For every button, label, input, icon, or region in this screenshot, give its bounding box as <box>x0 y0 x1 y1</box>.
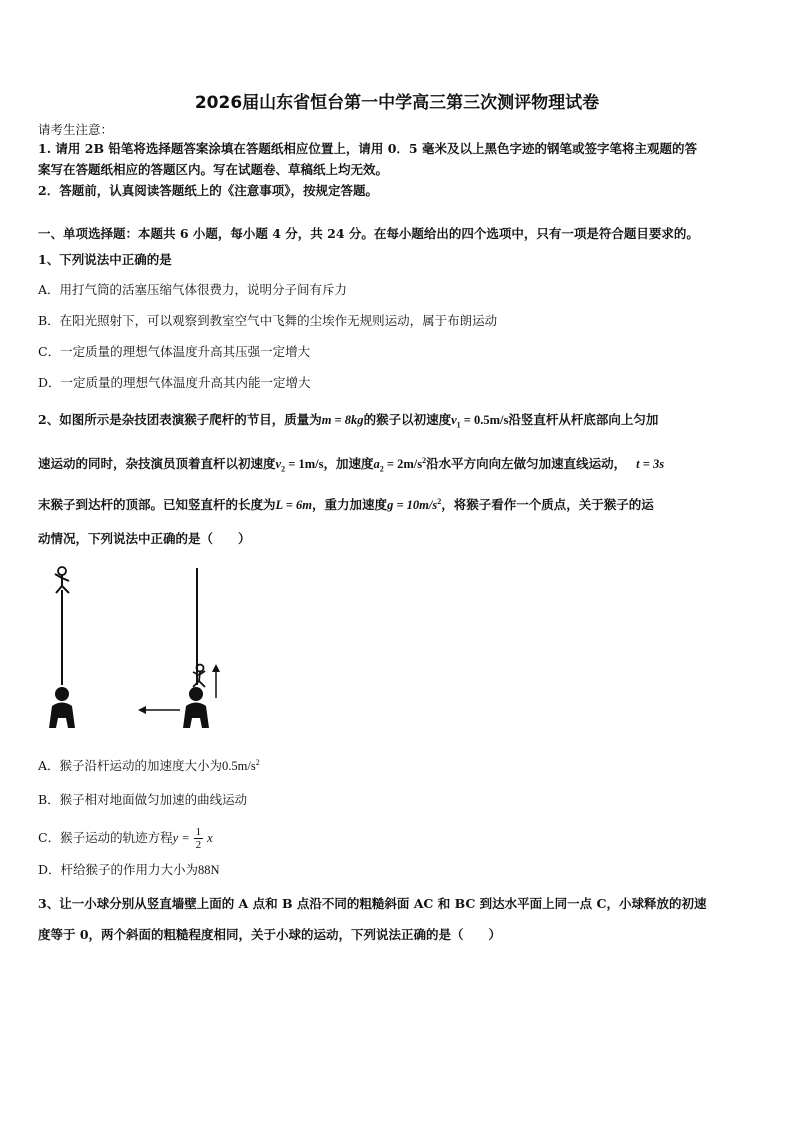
right-scene <box>138 568 220 728</box>
section-heading: 一、单项选择题：本题共 6 小题，每小题 4 分，共 24 分。在每小题给出的四个选项中，只有一项是符合题目要求的。 <box>38 226 699 241</box>
notice-item-2: 2．答题前，认真阅读答题纸上的《注意事项》，按规定答题。 <box>38 183 378 198</box>
q2-option-a-value: 0.5m/s <box>222 759 256 774</box>
fraction-denominator: 2 <box>195 839 202 851</box>
question-2-line-1 <box>38 412 658 434</box>
q2-subscript: 2 <box>379 464 384 474</box>
fraction <box>194 826 204 851</box>
q2-option-c-text: C．猴子运动的轨迹方程 <box>38 830 173 845</box>
q2-equation-x: x <box>207 831 213 845</box>
question-1-option-d: D．一定质量的理想气体温度升高其内能一定增大 <box>38 375 311 390</box>
q2-text: ，加速度 <box>323 456 374 472</box>
q2-text: 沿水平方向向左做匀加速直线运动， <box>426 456 627 472</box>
question-2-option-a <box>38 755 260 774</box>
q2-subscript: 1 <box>456 420 461 430</box>
right-performer-icon <box>183 687 209 728</box>
q2-superscript: 2 <box>255 758 260 767</box>
notice-item-1-line-2: 案写在答题纸相应的答题区内。写在试题卷、草稿纸上均无效。 <box>38 162 389 177</box>
q2-option-d-value: 88N <box>198 863 220 877</box>
q2-text: 速运动的同时，杂技演员顶着直杆以初速度 <box>38 456 276 472</box>
left-scene <box>49 567 75 728</box>
q2-text: 末猴子到达杆的顶部。已知竖直杆的长度为 <box>38 497 276 513</box>
q2-option-d-text: D．杆给猴子的作用力大小为 <box>38 862 199 877</box>
upward-arrow-icon <box>212 664 220 698</box>
q2-symbol: v <box>275 457 282 472</box>
q2-equation-y: y = <box>172 831 190 845</box>
q2-text: 的猴子以初速度 <box>363 412 452 427</box>
question-1-option-b: B．在阳光照射下，可以观察到教室空气中飞舞的尘埃作无规则运动，属于布朗运动 <box>38 313 498 328</box>
q2-mass: m = 8kg <box>321 413 364 427</box>
question-2-option-c <box>38 826 213 851</box>
q2-symbol: v <box>451 413 457 427</box>
fraction-numerator: 1 <box>195 826 202 838</box>
question-3-line-1: 3、让一小球分别从竖直墙壁上面的 A 点和 B 点沿不同的粗糙斜面 AC 和 BC 到达水平面上同一点 C，小球释放的初速 <box>38 896 707 911</box>
q2-superscript: 2 <box>422 456 427 465</box>
q2-subscript: 2 <box>281 464 286 474</box>
q2-text: 沿竖直杆从杆底部向上匀加 <box>508 412 659 427</box>
question-2-option-b: B．猴子相对地面做匀加速的曲线运动 <box>38 792 248 807</box>
question-1-option-c: C．一定质量的理想气体温度升高其压强一定增大 <box>38 344 311 359</box>
q2-length: L = 6m <box>275 498 313 513</box>
q2-value: = 0.5m/s <box>460 413 509 427</box>
question-3-line-2: 度等于 0，两个斜面的粗糙程度相同，关于小球的运动，下列说法正确的是（ ） <box>38 927 502 942</box>
left-monkey-icon <box>55 567 69 593</box>
question-2-option-d <box>38 862 220 878</box>
notice-heading: 请考生注意： <box>38 122 114 137</box>
q2-option-a-text: A．猴子沿杆运动的加速度大小为 <box>38 758 223 774</box>
question-2-line-2 <box>38 453 664 478</box>
leftward-arrow-icon <box>138 706 180 714</box>
q2-symbol: a <box>373 457 380 472</box>
question-1-option-a: A．用打气筒的活塞压缩气体很费力，说明分子间有斥力 <box>38 282 348 297</box>
q2-text: 2、如图所示是杂技团表演猴子爬杆的节目，质量为 <box>38 412 322 427</box>
question-2-line-3 <box>38 494 654 513</box>
q2-time: t = 3s <box>636 457 665 472</box>
question-2-line-4: 动情况，下列说法中正确的是（ ） <box>38 531 251 546</box>
monkey-pole-figure <box>40 560 230 735</box>
notice-item-1-line-1: 1. 请用 2B 铅笔将选择题答案涂填在答题纸相应位置上，请用 0．5 毫米及以上黑色字迹的钢笔或签字笔将主观题的答 <box>38 141 697 156</box>
q2-text: ，重力加速度 <box>312 497 388 513</box>
question-1-stem: 1、下列说法中正确的是 <box>38 252 172 267</box>
right-monkey-icon <box>193 665 205 688</box>
q2-value: = 1m/s <box>285 457 324 472</box>
q2-superscript: 2 <box>437 497 442 506</box>
left-performer-icon <box>49 687 75 728</box>
q2-value: = 2m/s <box>383 457 423 472</box>
exam-title: 2026届山东省恒台第一中学高三第三次测评物理试卷 <box>194 93 600 113</box>
q2-text: ，将猴子看作一个质点，关于猴子的运 <box>441 497 654 513</box>
q2-gravity: g = 10m/s <box>387 498 438 513</box>
